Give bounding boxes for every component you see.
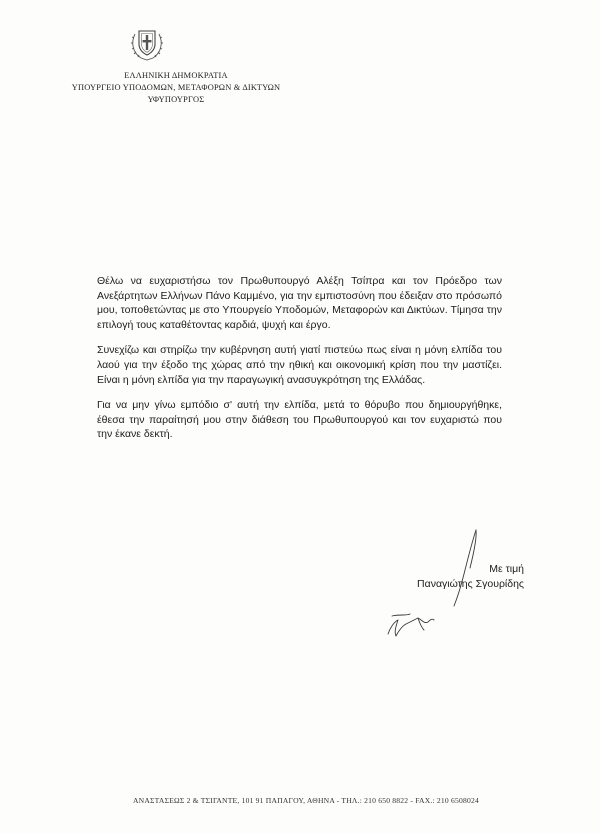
letterhead — [60, 70, 292, 106]
letterhead-republic: ΕΛΛΗΝΙΚΗ ΔΗΜΟΚΡΑΤΙΑ — [124, 71, 228, 80]
paragraph-1: Θέλω να ευχαριστήσω τον Πρωθυπουργό Αλέξη Τσίπρα και τον Πρόεδρο των Ανεξάρτητων Ελλήνων Πάνο Καμμένο, για την εμπιστοσύνη που έδειξαν στο πρόσωπό μου, τοποθετώντας με στο Υπουργείο Υποδομών, Μεταφορών και Δικτύων. Τίμησα την επιλογή τους καταθέτοντας καρδιά, ψυχή και έργο. — [97, 275, 502, 331]
letterhead-office: ΥΦΥΠΟΥΡΓΟΣ — [147, 95, 205, 104]
footer-address: ΑΝΑΣΤΑΣΕΩΣ 2 & ΤΣΙΓΑΝΤΕ, 101 91 ΠΑΠΑΓΟΥ, ΑΘΗΝΑ - ΤΗΛ.: 210 650 8822 - FAX.: 210 6508024 — [132, 796, 480, 805]
greek-coat-of-arms-icon — [129, 24, 165, 62]
letter-body — [97, 274, 502, 453]
paragraph-2: Συνεχίζω και στηρίζω την κυβέρνηση αυτή γιατί πιστεύω πως είναι η μόνη ελπίδα του λαού για την έξοδο της χώρας από την ηθική και οικονομική κρίση που την μαστίζει. Είναι η μόνη ελπίδα για την παραγωγική ανασυγκρότηση της Ελλάδας. — [97, 344, 502, 386]
closing-block — [300, 562, 524, 592]
signatory-name: Παναγιώτης Σγουρίδης — [417, 578, 524, 590]
salutation: Με τιμή — [489, 563, 524, 575]
letterhead-ministry: ΥΠΟΥΡΓΕΙΟ ΥΠΟΔΟΜΩΝ, ΜΕΤΑΦΟΡΩΝ & ΔΙΚΤΥΩΝ — [71, 83, 281, 92]
paragraph-3: Για να μην γίνω εμπόδιο σ' αυτή την ελπίδα, μετά το θόρυβο που δημιουργήθηκε, έθεσα την παραίτησή μου στην διάθεση του Πρωθυπουργού και τον ευχαριστώ που την έκανε δεκτή. — [97, 399, 502, 441]
